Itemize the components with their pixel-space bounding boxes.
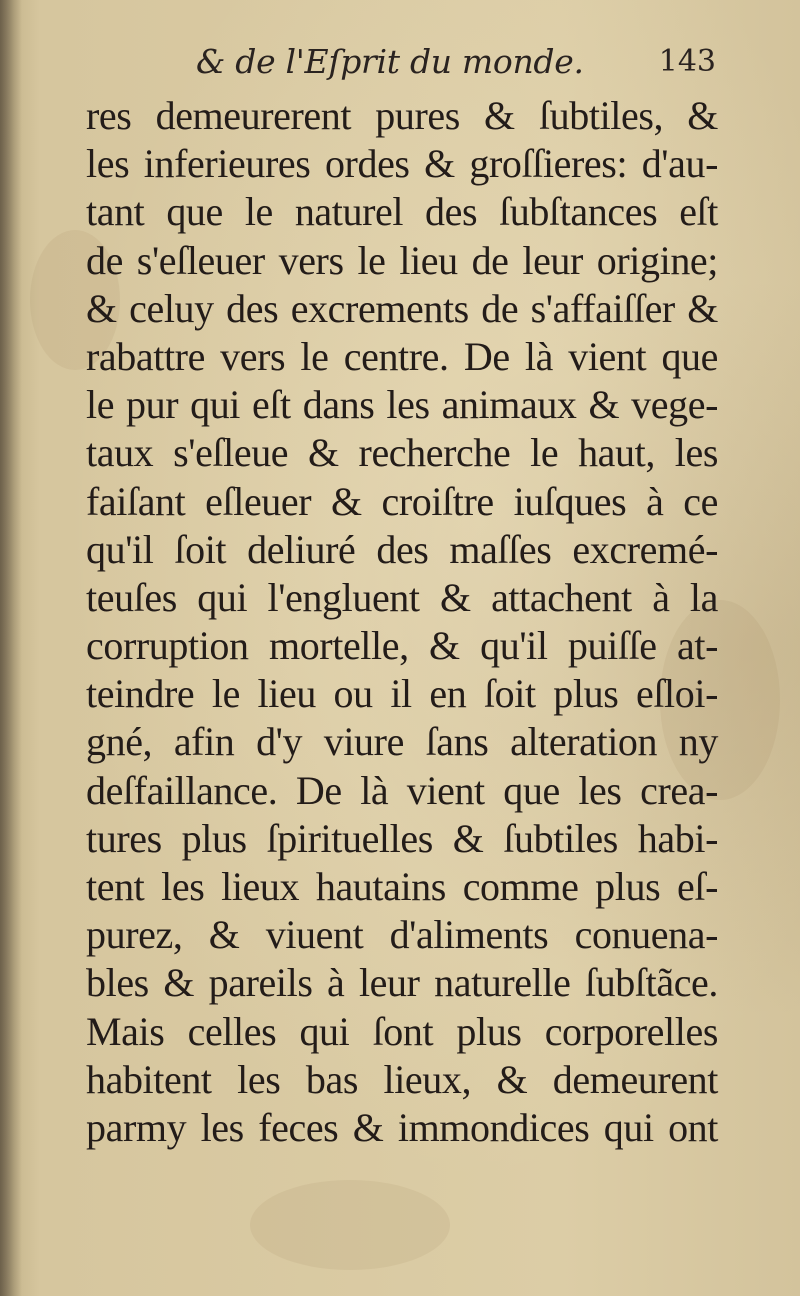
paper-stain — [250, 1180, 450, 1270]
text-line: rabattre vers le centre. De là vient que — [86, 333, 718, 379]
text-line: les inferieures ordes & groſſieres: d'au- — [86, 141, 718, 187]
text-line: tent les lieux hautains comme plus eſ- — [86, 864, 718, 909]
text-line: bles & pareils à leur naturelle ſubſtãce. — [86, 960, 718, 1006]
text-line: tant que le naturel des ſubſtances eſt — [86, 189, 718, 235]
gutter-shadow — [0, 0, 22, 1296]
page-header — [196, 42, 716, 90]
text-line: le pur qui eſt dans les animaux & vege- — [86, 382, 718, 428]
running-title: & de l'Eſprit du monde. — [196, 42, 584, 81]
body-text — [86, 92, 718, 1152]
text-line: res demeurerent pures & ſubtiles, & — [86, 93, 718, 138]
text-line: habitent les bas lieux, & demeurent — [86, 1056, 718, 1102]
text-line: parmy les feces & immondices qui ont — [86, 1104, 718, 1150]
text-line: faiſant eſleuer & croiſtre iuſques à ce — [86, 478, 718, 524]
text-line: gné, afin d'y viure ſans alteration ny — [86, 719, 718, 765]
text-line: Mais celles qui ſont plus corporelles — [86, 1008, 718, 1054]
text-line: corruption mortelle, & qu'il puiſſe at- — [86, 623, 718, 669]
text-line: de s'eſleuer vers le lieu de leur origine; — [86, 237, 718, 283]
text-line: teuſes qui l'engluent & attachent à la — [86, 574, 718, 620]
text-line: tures plus ſpirituelles & ſubtiles habi- — [86, 815, 718, 861]
text-line: purez, & viuent d'aliments conuena- — [86, 912, 718, 958]
page-number: 143 — [658, 44, 716, 79]
text-line: qu'il ſoit deliuré des maſſes excremé- — [86, 526, 718, 572]
text-line: & celuy des excrements de s'affaiſſer & — [86, 285, 718, 331]
text-line: teindre le lieu ou il en ſoit plus eſloi- — [86, 671, 718, 717]
text-line: taux s'eſleue & recherche le haut, les — [86, 430, 718, 476]
text-line: deſfaillance. De là vient que les crea- — [86, 767, 718, 813]
